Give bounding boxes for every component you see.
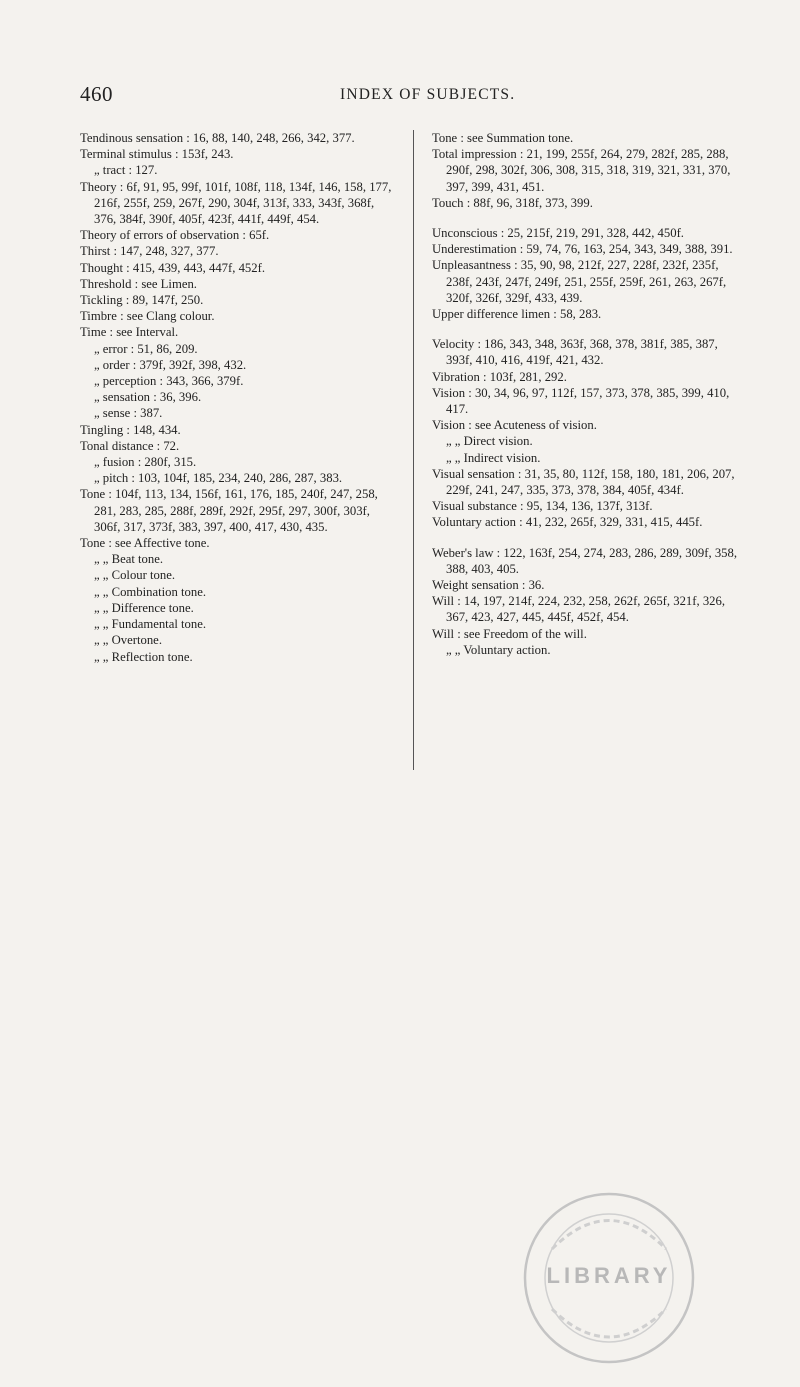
index-entry: Timbre : see Clang colour.	[80, 309, 215, 324]
page-number: 460	[80, 82, 113, 106]
index-entry: „ „ Reflection tone.	[94, 649, 193, 664]
index-entry: „ „ Colour tone.	[94, 568, 176, 583]
index-entry: „ sensation : 36, 396.	[94, 390, 202, 405]
index-entry: „ „ Indirect vision.	[446, 450, 541, 465]
index-entry: „ „ Beat tone.	[94, 552, 164, 567]
index-entry: Vibration : 103f, 281, 292.	[432, 369, 567, 384]
index-entry: „ perception : 343, 366, 379f.	[94, 374, 244, 389]
index-entry: „ „ Direct vision.	[446, 434, 533, 449]
index-entry: Terminal stimulus : 153f, 243.	[80, 147, 234, 162]
index-entry: Velocity : 186, 343, 348, 363f, 368, 378, 381f, 385, 387, 393f, 410, 416, 419f, 421, 432.	[432, 337, 718, 368]
index-entry: Visual substance : 95, 134, 136, 137f, 313f.	[432, 499, 653, 514]
index-entry: Voluntary action : 41, 232, 265f, 329, 331, 415, 445f.	[432, 515, 703, 530]
index-entry: Tone : 104f, 113, 134, 156f, 161, 176, 185, 240f, 247, 258, 281, 283, 285, 288f, 289f, 292f, 295f, 297, 300f, 303f, 306f, 317, 373f, 383, 397, 400, 417, 430, 435.	[80, 487, 378, 534]
index-column-left	[80, 130, 398, 665]
index-entry: Will : see Freedom of the will.	[432, 626, 587, 641]
index-entry: Will : 14, 197, 214f, 224, 232, 258, 262f, 265f, 321f, 326, 367, 423, 427, 445, 445f, 452f, 454.	[432, 594, 726, 625]
index-entry: Tone : see Affective tone.	[80, 536, 210, 551]
index-entry: Tickling : 89, 147f, 250.	[80, 293, 204, 308]
index-entry: Total impression : 21, 199, 255f, 264, 279, 282f, 285, 288, 290f, 298, 302f, 306, 308, 315, 318, 319, 321, 331, 370, 397, 399, 431, 451.	[432, 147, 731, 194]
index-entry: Visual sensation : 31, 35, 80, 112f, 158, 180, 181, 206, 207, 229f, 241, 247, 335, 373, 378, 384, 405f, 434f.	[432, 466, 735, 498]
index-entry: Thirst : 147, 248, 327, 377.	[80, 244, 219, 259]
running-head: INDEX OF SUBJECTS.	[340, 86, 516, 103]
index-entry: Thought : 415, 439, 443, 447f, 452f.	[80, 260, 266, 275]
index-entry: „ fusion : 280f, 315.	[94, 455, 197, 470]
index-entry: Upper difference limen : 58, 283.	[432, 307, 602, 322]
index-entry: Tonal distance : 72.	[80, 438, 180, 453]
index-entry: „ „ Fundamental tone.	[94, 617, 207, 632]
stamp-label: LIBRARY	[546, 1263, 672, 1288]
section-gap	[432, 531, 742, 545]
index-entry: „ error : 51, 86, 209.	[94, 341, 198, 356]
index-entry: Underestimation : 59, 74, 76, 163, 254, 343, 349, 388, 391.	[432, 242, 733, 257]
index-entry: Time : see Interval.	[80, 325, 179, 340]
index-entry: „ pitch : 103, 104f, 185, 234, 240, 286, 287, 383.	[94, 471, 343, 486]
index-entry: Weight sensation : 36.	[432, 578, 545, 593]
index-entry: „ „ Combination tone.	[94, 584, 207, 599]
index-entry: Unconscious : 25, 215f, 219, 291, 328, 442, 450f.	[432, 226, 684, 241]
index-entry: Weber's law : 122, 163f, 254, 274, 283, 286, 289, 309f, 358, 388, 403, 405.	[432, 545, 738, 576]
index-entry: Touch : 88f, 96, 318f, 373, 399.	[432, 195, 593, 210]
index-entry: Vision : see Acuteness of vision.	[432, 418, 597, 433]
index-entry: „ tract : 127.	[94, 163, 158, 178]
section-gap	[432, 322, 742, 336]
library-stamp	[518, 1187, 700, 1369]
index-entry: Unpleasantness : 35, 90, 98, 212f, 227, 228f, 232f, 235f, 238f, 243f, 247f, 249f, 251, 255f, 259f, 261, 263, 267f, 320f, 326f, 329f, 433, 439.	[432, 258, 727, 305]
index-entry: „ sense : 387.	[94, 406, 163, 421]
index-entry: Tone : see Summation tone.	[432, 131, 574, 145]
index-entry: „ „ Difference tone.	[94, 600, 194, 615]
column-divider	[413, 130, 414, 770]
index-entry: Threshold : see Limen.	[80, 276, 197, 291]
index-entry: „ „ Overtone.	[94, 633, 162, 648]
index-entry: Theory of errors of observation : 65f.	[80, 228, 270, 243]
index-entry: Theory : 6f, 91, 95, 99f, 101f, 108f, 118, 134f, 146, 158, 177, 216f, 255f, 259, 267f, 290, 304f, 313f, 333, 343f, 368f, 376, 384f, 390f, 405f, 423f, 441f, 449f, 454.	[80, 179, 392, 227]
index-entry: Tingling : 148, 434.	[80, 422, 181, 437]
index-column-right	[432, 130, 742, 658]
index-entry: „ order : 379f, 392f, 398, 432.	[94, 357, 247, 372]
page-header	[80, 82, 720, 112]
index-entry: Tendinous sensation : 16, 88, 140, 248, 266, 342, 377.	[80, 131, 355, 145]
index-entry: „ „ Voluntary action.	[446, 642, 551, 657]
section-gap	[432, 211, 742, 225]
index-entry: Vision : 30, 34, 96, 97, 112f, 157, 373, 378, 385, 399, 410, 417.	[432, 385, 730, 417]
